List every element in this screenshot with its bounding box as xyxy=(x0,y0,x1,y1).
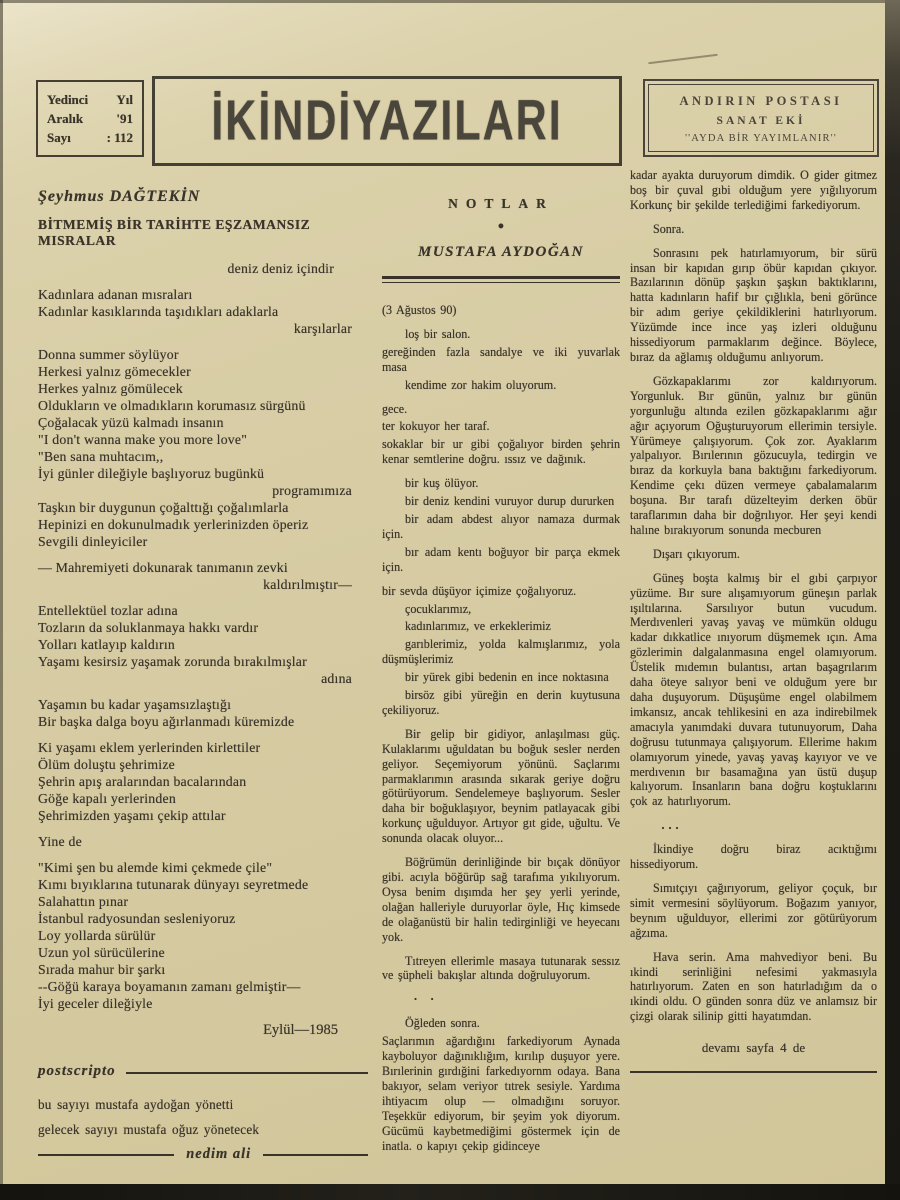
issue-number-line xyxy=(47,128,133,147)
poem-line xyxy=(38,730,368,739)
poem-line: Yaşamı kesirsiz yaşamak zorunda bırakılmışlar xyxy=(38,654,307,669)
masthead-title-box xyxy=(152,76,622,166)
continuation-note: devamı sayfa 4 de xyxy=(701,1040,806,1056)
footer-rule xyxy=(630,1071,877,1073)
scan-edge-top xyxy=(0,0,900,3)
poem-line: Yolları katlayıp kaldırın xyxy=(38,637,175,652)
issue-year-line xyxy=(47,90,133,109)
poem-line xyxy=(38,337,368,346)
poem-line: Sırada mahur bir şarkı xyxy=(38,962,166,977)
paragraph: Gözkapaklarımı zor kaldırıyorum. Yorgunluk. Bır günün, yalnız bır günün yorgunluğu altında ezilen gözkapaklarımı ağır ağır açıyorum Oğuşturuyorum ellerimin tersiyle. Yürümeye çalışıyorum. Çok zor. Ayaklarım yalpalıyor. Bırılerının gözucuyla, tedirgin ve bıraz da korkuyla bana baktığını farkediyorum. Kendime çekı düzen vermeye çabalamalarım boşuna. Bır tarafı düzelteyim derken öbür taraflarımın daha bir doğrılıyor. Her şeyi kendi halıne bırakıyorum sonunda mecburen xyxy=(630,373,877,537)
postscript-header xyxy=(38,1063,368,1080)
poem-date: Eylül—1985 xyxy=(263,1022,338,1038)
postscript-lines xyxy=(38,1092,368,1142)
signature-row xyxy=(38,1146,368,1163)
paragraph: sokaklar bir ur gibi çoğalıyor birden şehrin kenar semtlerine doğru. ıssız ve dağınık. xyxy=(382,437,620,467)
poem-line: Çoğalacak yüzü kalmadı insanın xyxy=(38,415,224,430)
notes-heading: NOTLAR xyxy=(448,196,554,211)
paragraph: kendime zor hakim oluyorum. xyxy=(404,377,557,392)
poem-line: deniz deniz içindir xyxy=(227,261,334,276)
poem-line: Loy yollarda sürülür xyxy=(38,928,156,943)
issue-info-box xyxy=(36,80,144,157)
paragraph: bir deniz kendini vuruyor durup dururken xyxy=(404,494,615,509)
poem-line: --Göğü karaya boyamanın zamanı gelmiştir— xyxy=(38,979,301,994)
divider-line xyxy=(126,1072,368,1074)
scan-edge-bottom xyxy=(0,1184,900,1200)
postscript-line: gelecek sayıyı mustafa oğuz yönetecek xyxy=(38,1122,260,1137)
paragraph: Öğleden sonra. xyxy=(404,1016,480,1031)
poem-line: Yaşamın bu kadar yaşamsızlaştığı xyxy=(38,697,232,712)
paragraph: bir sevda düşüyor içimize çoğalıyoruz. xyxy=(382,583,577,598)
paragraph: birsöz gibi yüreğin en derin kuytusuna çekiliyoruz. xyxy=(382,688,620,717)
poem-line: Herkes yalnız gömülecek xyxy=(38,381,183,396)
paragraph: Saçlarımın ağardığını farkediyorum Aynada kayboluyor dağınıklığım, kırılıp duşuyor yere. Bırılerinin gırdığini farkedıyornm odaya. Bana bakıyor, selam veriyor tıtrek sesiyle. Yardıma ihtiyacım olup — olmadığını soruyor. Teşekkür ediyorum, bir şeyim yok diyorum. Gücümü kaybetmediğimi göstermek için de inatla. o kapıyı çekip gidinceye xyxy=(382,1034,620,1153)
issue-month-value: '91 xyxy=(116,111,133,126)
divider-line xyxy=(38,1154,174,1156)
poem-line: Taşkın bir duygunun çoğalttığı çoğalımlarla xyxy=(38,500,289,515)
paragraph: kadar ayakta duruyorum dimdik. O gider gitmez boş bir çuval gıbi olduğum yere yığılıyorum Korkunç bir şekilde terlediğimi farkediyorum. xyxy=(630,168,877,212)
issue-month-line xyxy=(47,109,133,128)
paragraph: ... xyxy=(661,818,683,833)
paragraph: Hava serin. Ama mahvediyor beni. Bu ıkindi serinliğini nefesimi yakmasıyla hatırlıyorum. Zaten en son hatırladığım da o ıkindi oldu. O günden sonra düz ve anlamsız bir çizgi olarak silinip gitti hayatımdan. xyxy=(630,949,877,1024)
notes-column-2 xyxy=(630,168,877,1073)
poem-line: Entellektüel tozlar adına xyxy=(38,603,178,618)
paragraph: loş bir salon. xyxy=(404,326,471,341)
poem-line: programımıza xyxy=(272,483,352,498)
paragraph: Tıtreyen ellerimle masaya tutunarak sessız ve şüpheli bakışlar altında doğruluyorum. xyxy=(382,953,620,983)
notes-author: MUSTAFA AYDOĞAN xyxy=(417,244,585,260)
notes-text-1 xyxy=(382,303,620,1153)
paragraph: Sonrasını pek hatırlamıyorum, bir sürü insan bir kapıdan gırıp öbür kapıdan çıkıyor. Bazılarının dönüp şaşkın şaşkın baktıklarını, hatta kadınların hafif bır çığlıkla, beni görünce bir adım geriye çekildiklerini hatırlıyorum. Yüzümde ince ince yaş izleri olduğunu hissediyorum parmaklarım değince. Böylece, bıraz da ağlamış olduğumu anlıyorum. xyxy=(630,245,877,364)
poem-line xyxy=(38,824,368,833)
scan-edge-left xyxy=(0,0,3,1200)
poem-line: Donna summer söylüyor xyxy=(38,347,179,362)
poem-line xyxy=(38,550,368,559)
paragraph: · · xyxy=(413,992,439,1007)
poem-line xyxy=(38,687,368,696)
poem-line: İstanbul radyosundan sesleniyoruz xyxy=(38,911,236,926)
poem-line: Kımı bıyıklarına tutunarak dünyayı seyretmede xyxy=(38,877,309,892)
poem-column xyxy=(38,188,368,1163)
poem-line: "Kimi şen bu alemde kimi çekmede çile" xyxy=(38,860,273,875)
poem-line: Oldukların ve olmadıkların korumasız sürgünü xyxy=(38,398,306,413)
paragraph: Dışarı çıkıyorum. xyxy=(652,546,740,561)
poem-line: karşılarlar xyxy=(293,321,352,336)
divider-line xyxy=(263,1154,368,1156)
poem-line xyxy=(38,251,368,260)
supplement-edition: SANAT EKİ xyxy=(716,115,806,127)
supplement-name: ANDIRIN POSTASI xyxy=(679,94,843,108)
poem-line: Kadınlara adanan mısraları xyxy=(38,287,193,302)
issue-year-value: Yıl xyxy=(116,92,133,107)
paragraph: Sonra. xyxy=(652,221,685,236)
newspaper-title: İKİNDİYAZILARI xyxy=(211,88,563,153)
poem-line xyxy=(38,850,368,859)
poem-line: Tozların da soluklanmaya hakkı vardır xyxy=(38,620,259,635)
issue-year-label: Yedinci xyxy=(47,92,89,107)
poem-line: "I don't wanna make you more love" xyxy=(38,432,248,447)
poem-line: Herkesi yalnız gömecekler xyxy=(38,364,191,379)
poem-line xyxy=(38,277,368,286)
poem-line xyxy=(38,593,368,602)
notes-column-1 xyxy=(382,196,620,1156)
paragraph: bır adam kentı boğuyor bir parça ekmek için. xyxy=(382,544,620,574)
paragraph: İkindiye doğru biraz acıktığımı hissediyorum. xyxy=(630,842,877,872)
issue-number-value: : 112 xyxy=(106,130,133,145)
paragraph: bir yürek gibi bedenin en ince noktasına xyxy=(404,670,609,685)
postscript-line: bu sayıyı mustafa aydoğan yönetti xyxy=(38,1097,234,1112)
issue-number-label: Sayı xyxy=(47,130,71,145)
poem-line: — Mahremiyeti dokunarak tanımanın zevki xyxy=(38,560,288,575)
paragraph: çocuklarımız, xyxy=(404,601,472,616)
poem-line: Hepinizi en dokunulmadık yerlerinizden öperiz xyxy=(38,517,309,532)
scan-edge-right xyxy=(885,0,900,1200)
paragraph: Sımıtçıyı çağırıyorum, geliyor çoçuk, bır simit vermesini söylüyorum. Boğazım yanıyor, beynım uğulduyor, ellerimi zor götürüyorum ağzıma. xyxy=(630,880,877,940)
poem-line: Uzun yol sürücülerine xyxy=(38,945,165,960)
poem-lines xyxy=(38,251,368,1012)
paragraph: ter kokuyor her taraf. xyxy=(382,419,490,434)
poem-line: Sevgili dinleyiciler xyxy=(38,534,148,549)
poem-line: kaldırılmıştır— xyxy=(263,577,352,592)
paragraph: Güneş boşta kalmış bir el gıbi çarpıyor yüzüme. Bır sure alışamıyorum güneşın parlak ışıltılarına. Sarsılıyor butun vucudum. Merdıvenleri yavaş yavaş ve mümkün oldugu kadar dıkkatlice ınıyorum düşmemek ıçın. Ama gözlerimin dalgalanmasına engel olamıyorum. Üstelik mıdemın bulantısı, artan başagrılarım daha öteye salıyor beni ve olduğum yere bır daha duşuyorum. Düşuşüme engel olabilmem imkansız, ancak tehlikesini en aza indirebilmek amacıyla yanımdaki duvara tutunuyorum, Daha doğrusu tutunmaya çalışıyorum. Ellerime hakım olamıyorum yinede, yavaş yavaş kayıyor ve ve merdıvenın bır basamağına yan üstü duşup kalıyorum. Insanların bana doğru koştuklarını çok az hatırlıyorum. xyxy=(630,570,877,809)
bullet-ornament-icon: ● xyxy=(497,220,505,232)
poem-line: Kadınlar kasıklarında taşıdıkları adaklarla xyxy=(38,304,279,319)
supplement-info-box xyxy=(648,84,874,152)
poem-line: adına xyxy=(321,671,352,686)
paragraph: kadınlarımız, ve erkeklerimiz xyxy=(404,619,551,634)
paragraph: (3 Ağustos 90) xyxy=(382,303,457,317)
poem-line: Bir başka dalga boyu ağırlanmadı küremizde xyxy=(38,714,295,729)
poem-line: "Ben sana muhtacım,, xyxy=(38,449,164,464)
postscript-label: postscripto xyxy=(38,1063,116,1079)
issue-month-label: Aralık xyxy=(47,111,84,126)
poem-line: Yine de xyxy=(38,834,82,849)
paragraph: Bir gelip bir gidiyor, anlaşılması güç. Kulaklarımı uğuldatan bu boğuk sesler nerden geliyor. Seçemiyorum yönünü. Saçlarımı parmaklarımın arasında sıkarak geriye doğru götürüyorum. Sendelemeye başlıyorum. Sesler daha bir boğuklaşıyor, beynim patlayacak gibi korkunç uğulduyor. Artıyor gıt gide, uğultu. Ve sonunda olacak oluyor... xyxy=(382,726,620,846)
notes-text-2 xyxy=(630,168,877,1024)
paragraph: gece. xyxy=(382,401,408,416)
signature-name: nedim ali xyxy=(186,1146,252,1162)
poem-line: İyi geceler dileğiyle xyxy=(38,996,153,1011)
poem-line: Şehrimizden yaşamı çekip attılar xyxy=(38,808,226,823)
paragraph: gereğinden fazla sandalye ve iki yuvarlak masa xyxy=(382,344,620,374)
poem-line: Salahattın pınar xyxy=(38,894,129,909)
paragraph: Böğrümün derinliğinde bir bıçak dönüyor gibi. acıyla böğürüp sağ tarafıma yıkılıyorum. Oysa benim dışımda her şey yerli yerinde, olağan halleriyle duruyorlar öyle, Hıç kimsede de olağanüstü bir halin tedirginliği ve heyecanı yok. xyxy=(382,855,620,944)
poem-line: İyi günler dileğiyle başlıyoruz bugünkü xyxy=(38,466,265,481)
paragraph: bir kuş ölüyor. xyxy=(404,476,479,491)
poem-title: BİTMEMİŞ BİR TARİHTE EŞZAMANSIZ MISRALAR xyxy=(38,217,311,248)
poem-line: Şehrin apış aralarından bacalarından xyxy=(38,774,247,789)
poem-line: Göğe kapalı yerlerinden xyxy=(38,791,176,806)
poem-line: Ki yaşamı eklem yerlerinden kirlettiler xyxy=(38,740,261,755)
postscript-section xyxy=(38,1063,368,1163)
poem-author: Şeyhmus DAĞTEKİN xyxy=(38,188,201,205)
supplement-frequency: ''AYDA BİR YAYIMLANIR'' xyxy=(685,133,837,144)
paragraph: garıblerimiz, yolda kalmışlarımız, yola düşmüşlerimiz xyxy=(382,637,620,667)
paragraph: bir adam abdest alıyor namaza durmak için. xyxy=(382,511,620,541)
poem-line: Ölüm doluştu şehrimize xyxy=(38,757,175,772)
header-rule xyxy=(382,276,620,283)
